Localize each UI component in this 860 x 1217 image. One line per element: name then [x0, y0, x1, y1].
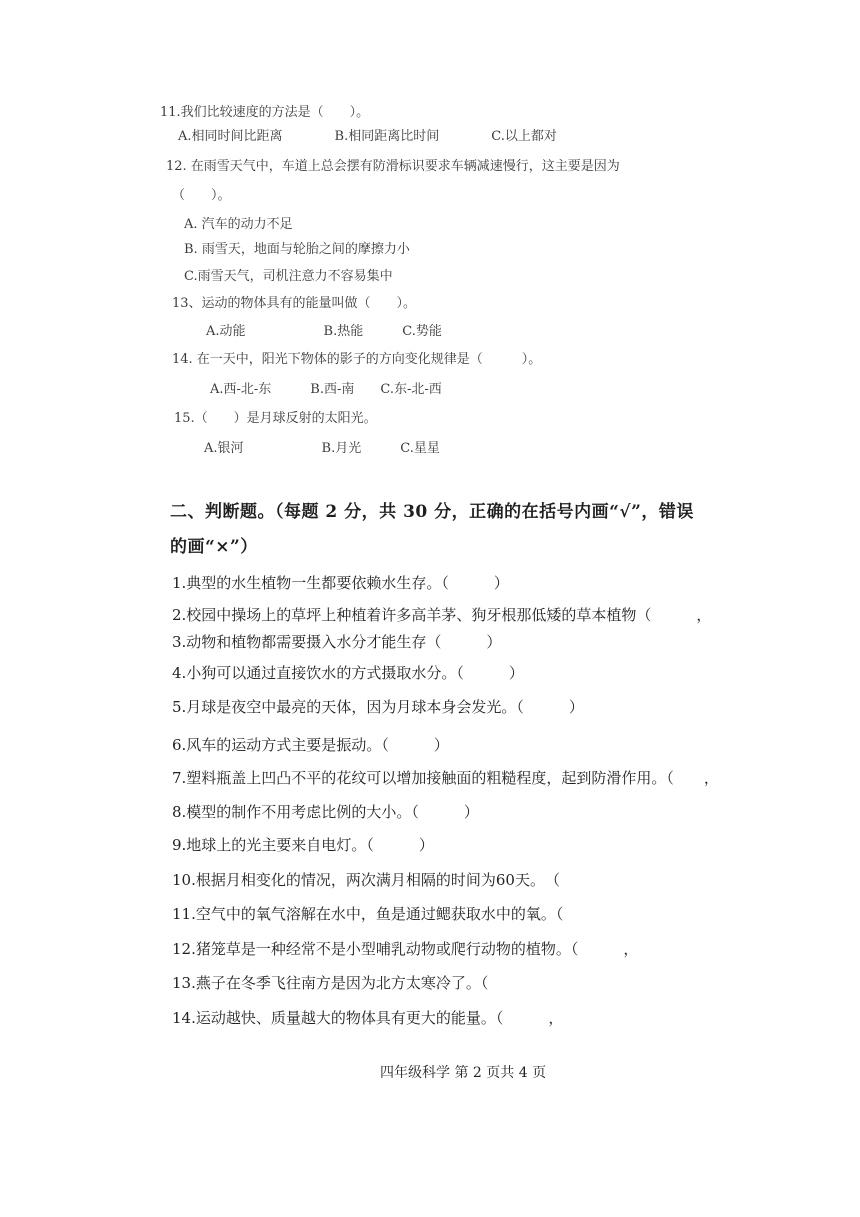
question-13-stem: 13、运动的物体具有的能量叫做（ ）。 — [172, 296, 417, 311]
question-15-stem: 15.（ ）是月球反射的太阳光。 — [174, 411, 377, 426]
judge-question-4: 4.小狗可以通过直接饮水的方式摄取水分。（ ） — [172, 664, 524, 682]
judge-question-10: 10.根据月相变化的情况，两次满月相隔的时间为60天。 （ — [172, 871, 560, 889]
question-12-option-a: A. 汽车的动力不足 — [184, 217, 293, 232]
section-2-title-line-2: 的画“×”） — [170, 537, 258, 557]
question-15-options: A.银河 B.月光 C.星星 — [204, 441, 440, 456]
question-14-stem: 14. 在一天中，阳光下物体的影子的方向变化规律是（ ）。 — [172, 352, 542, 367]
question-13-options: A.动能 B.热能 C.势能 — [206, 324, 442, 339]
judge-question-11: 11.空气中的氧气溶解在水中，鱼是通过鳃获取水中的氧。（ — [172, 905, 564, 923]
question-12-stem: 12. 在雨雪天气中，车道上总会摆有防滑标识要求车辆减速慢行，这主要是因为 — [166, 159, 620, 174]
question-12-option-b: B. 雨雪天，地面与轮胎之间的摩擦力小 — [184, 242, 410, 257]
judge-question-8: 8.模型的制作不用考虑比例的大小。（ ） — [172, 803, 479, 821]
judge-question-7: 7.塑料瓶盖上凹凸不平的花纹可以增加接触面的粗糙程度，起到防滑作用。（ ， — [172, 769, 719, 787]
judge-question-13: 13.燕子在冬季飞往南方是因为北方太寒冷了。（ — [172, 974, 489, 992]
section-2-title-line-1: 二、判断题。（每题 2 分，共 30 分，正确的在括号内画“√”，错误 — [170, 502, 694, 522]
judge-question-2: 2.校园中操场上的草坪上种植着许多高羊茅、狗牙根那低矮的草本植物（ ， — [172, 606, 712, 624]
question-12-option-c: C.雨雪天气，司机注意力不容易集中 — [184, 269, 393, 284]
question-11-options: A.相同时间比距离 B.相同距离比时间 C.以上都对 — [178, 129, 557, 144]
question-14-options: A.西-北-东 B.西-南 C.东-北-西 — [210, 382, 442, 397]
judge-question-14: 14.运动越快、质量越大的物体具有更大的能量。（ ， — [172, 1009, 564, 1027]
page-footer: 四年级科学 第 2 页共 4 页 — [380, 1065, 547, 1081]
judge-question-5: 5.月球是夜空中最亮的天体，因为月球本身会发光。（ ） — [172, 698, 584, 716]
judge-question-3: 3.动物和植物都需要摄入水分才能生存（ ） — [172, 633, 502, 651]
judge-question-9: 9.地球上的光主要来自电灯。（ ） — [172, 836, 434, 854]
judge-question-1: 1.典型的水生植物一生都要依赖水生存。（ ） — [172, 574, 509, 592]
question-12-stem-cont: （ ）。 — [172, 188, 231, 203]
judge-question-6: 6.风车的运动方式主要是振动。（ ） — [172, 736, 449, 754]
question-11-stem: 11.我们比较速度的方法是（ ）。 — [160, 105, 370, 120]
judge-question-12: 12.猪笼草是一种经常不是小型哺乳动物或爬行动物的植物。（ ， — [172, 940, 639, 958]
